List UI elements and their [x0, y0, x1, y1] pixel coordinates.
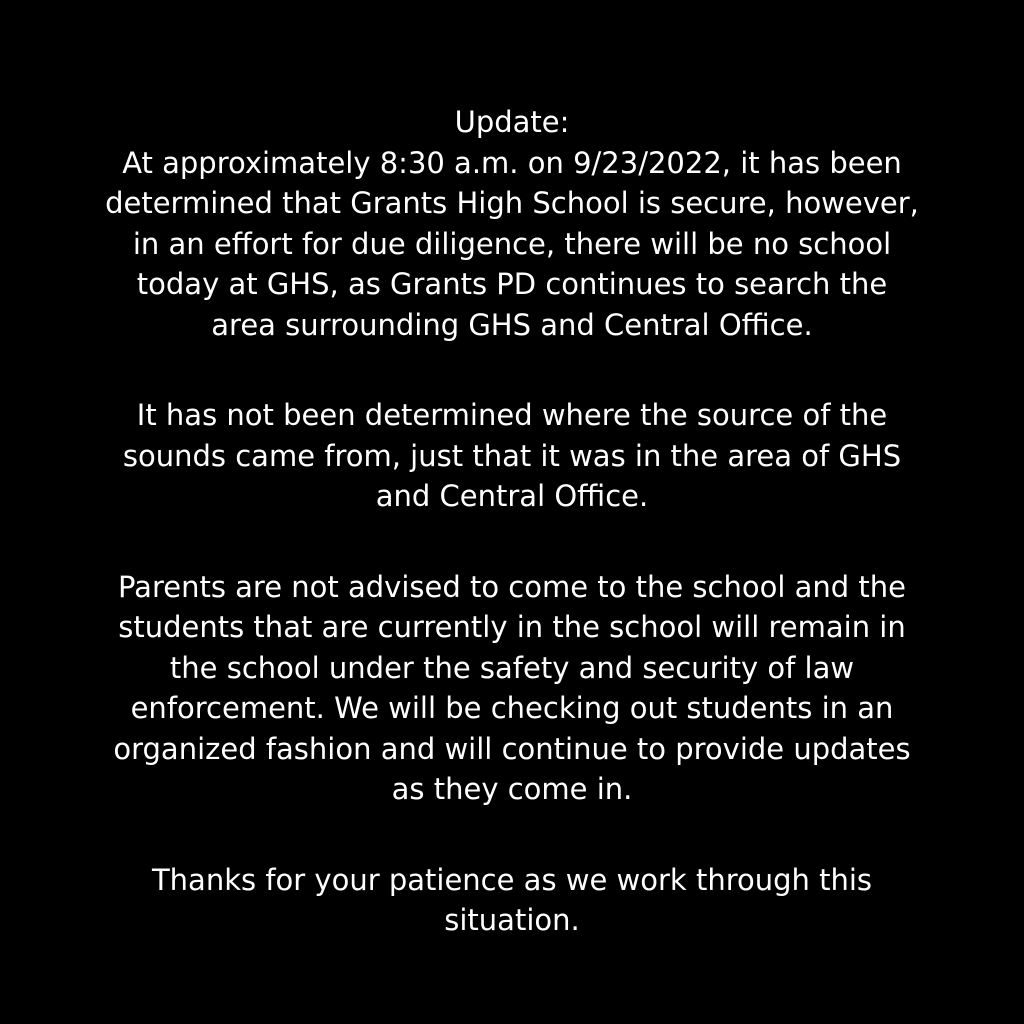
notice-paragraph-3-line: students that are currently in the school will remain in — [118, 610, 906, 644]
notice-heading — [70, 102, 954, 143]
notice-paragraph-3-line: enforcement. We will be checking out students in an — [130, 691, 894, 725]
notice-paragraph-1-line: determined that Grants High School is secure, however, — [105, 186, 919, 220]
notice-paragraph-1-line: in an effort for due diligence, there will be no school — [132, 226, 892, 261]
notice-paragraph-2-line: and Central Office. — [375, 479, 649, 513]
notice-paragraph-3-line: as they come in. — [391, 772, 633, 806]
notice-paragraph-3 — [70, 567, 954, 810]
notice-paragraph-4-line: situation. — [444, 903, 580, 937]
notice-paragraph-2-line: sounds came from, just that it was in the area of GHS — [122, 438, 902, 473]
notice-paragraph-3-line: Parents are not advised to come to the school and the — [118, 569, 906, 604]
notice-paragraph-2-line: It has not been determined where the source of the — [136, 398, 888, 432]
notice-paragraph-1-line: At approximately 8:30 a.m. on 9/23/2022, it has been — [122, 145, 902, 180]
notice-paragraph-4 — [70, 860, 954, 941]
paragraph-spacer — [70, 517, 954, 567]
paragraph-spacer — [70, 810, 954, 860]
notice-paragraph-3-line: organized fashion and will continue to provide updates — [113, 731, 911, 766]
notice-paragraph-1-line: area surrounding GHS and Central Office. — [211, 307, 813, 342]
notice-paragraph-1 — [70, 143, 954, 346]
notice-paragraph-3-line: the school under the safety and security of law — [169, 650, 855, 685]
notice-paragraph-4-line: Thanks for your patience as we work through this — [151, 862, 873, 897]
notice-paragraph-2 — [70, 395, 954, 517]
notice-paragraph-1-line: today at GHS, as Grants PD continues to search the — [136, 267, 888, 301]
notice-heading-text: Update: — [454, 105, 570, 139]
paragraph-spacer — [70, 345, 954, 395]
